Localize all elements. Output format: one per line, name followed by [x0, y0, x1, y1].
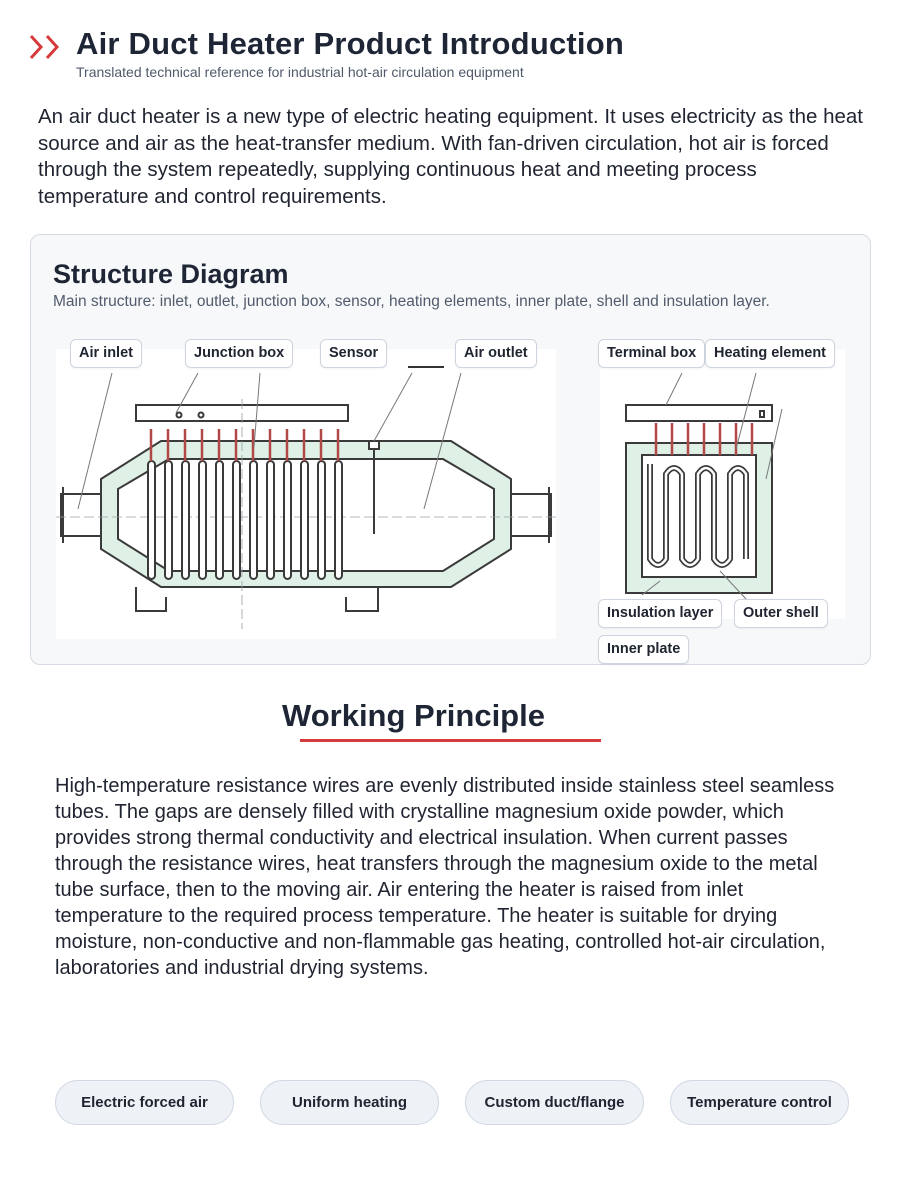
working-principle-body: High-temperature resistance wires are evenly distributed inside stainless steel seamless tubes. The gaps are densely filled with crystalline magnesium oxide powder, which provides strong thermal conductivity and electrical insulation. When current passes through the resistance wires, heat transfers through the magnesium oxide to the metal tube surface, then to the moving air. Air entering the heater is raised from inlet temperature to the required process temperature. The heater is suitable for drying moisture, non-conductive and non-flammable gas heating, controlled hot-air circulation, laboratories and industrial drying systems.	[55, 775, 835, 979]
label-air-outlet: Air outlet	[455, 339, 537, 368]
working-principle-title: Working Principle	[282, 698, 545, 733]
label-inner-plate: Inner plate	[598, 635, 689, 664]
structure-subtitle: Main structure: inlet, outlet, junction box, sensor, heating elements, inner plate, shell and insulation layer.	[53, 293, 770, 310]
label-sensor: Sensor	[320, 339, 387, 368]
title-underline	[300, 739, 601, 742]
double-chevron-icon	[28, 34, 64, 60]
side-view-diagram	[56, 349, 556, 639]
structure-card	[30, 234, 871, 665]
feature-pills	[55, 1080, 855, 1125]
feature-pill-temperature-control: Temperature control	[670, 1080, 849, 1125]
feature-pill-uniform-heating: Uniform heating	[260, 1080, 439, 1125]
label-air-inlet: Air inlet	[70, 339, 142, 368]
cross-section-diagram	[600, 349, 845, 619]
structure-title: Structure Diagram	[53, 259, 289, 289]
feature-pill-custom-duct: Custom duct/flange	[465, 1080, 644, 1125]
feature-pill-forced-air: Electric forced air	[55, 1080, 234, 1125]
page-subtitle: Translated technical reference for industrial hot-air circulation equipment	[76, 64, 524, 80]
label-heating-element: Heating element	[705, 339, 835, 368]
label-insulation-layer: Insulation layer	[598, 599, 722, 628]
label-terminal-box: Terminal box	[598, 339, 705, 368]
page-title: Air Duct Heater Product Introduction	[76, 26, 625, 61]
intro-paragraph: An air duct heater is a new type of electric heating equipment. It uses electricity as the heat source and air as the heat-transfer medium. With fan-driven circulation, hot air is forced through the system repeatedly, supplying continuous heat and meeting process temperature and control requirements.	[38, 105, 864, 208]
label-outer-shell: Outer shell	[734, 599, 828, 628]
label-junction-box: Junction box	[185, 339, 293, 368]
